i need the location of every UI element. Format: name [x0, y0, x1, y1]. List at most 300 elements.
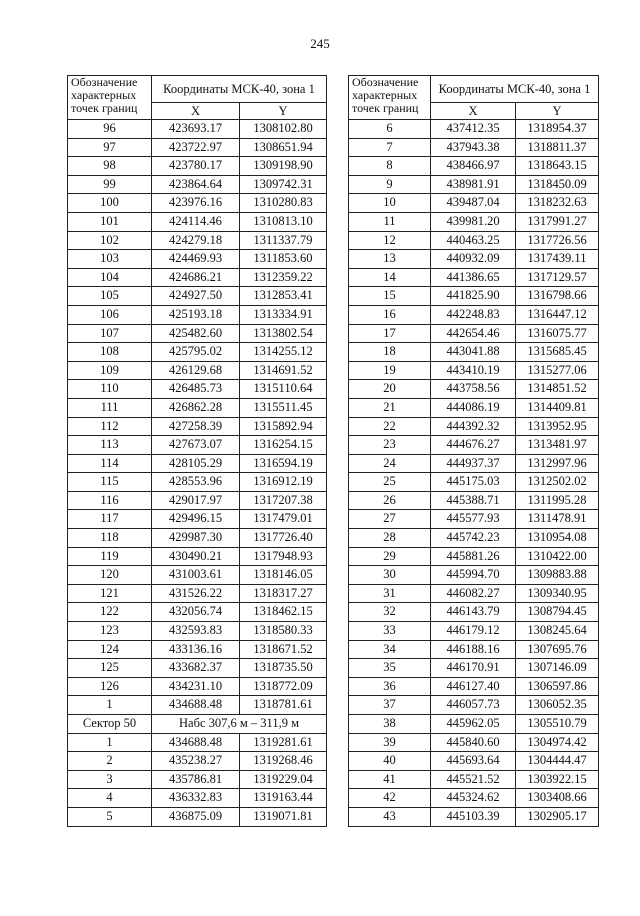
table-row [68, 324, 327, 343]
x-coordinate: 424469.93 [152, 250, 240, 269]
table-row [349, 807, 599, 826]
table-row [68, 380, 327, 399]
x-coordinate: 427673.07 [152, 436, 240, 455]
y-coordinate: 1314691.52 [240, 361, 327, 380]
page-number: 245 [310, 36, 330, 51]
x-coordinate: 444676.27 [431, 436, 516, 455]
table-row [68, 212, 327, 231]
table-row [349, 343, 599, 362]
x-coordinate: 432593.83 [152, 622, 240, 641]
coordinate-system-header: Координаты МСК-40, зона 1 [152, 76, 327, 103]
y-coordinate: 1314851.52 [516, 380, 599, 399]
y-coordinate: 1318450.09 [516, 175, 599, 194]
point-number: 119 [68, 547, 152, 566]
table-row [349, 603, 599, 622]
point-number: 117 [68, 510, 152, 529]
x-coordinate: 423722.97 [152, 138, 240, 157]
x-coordinate: 434688.48 [152, 733, 240, 752]
table-row [349, 138, 599, 157]
table-row [349, 361, 599, 380]
point-number: 33 [349, 622, 431, 641]
point-number: 23 [349, 436, 431, 455]
y-coordinate: 1316447.12 [516, 305, 599, 324]
y-coordinate: 1304974.42 [516, 733, 599, 752]
x-coordinate: 442654.46 [431, 324, 516, 343]
x-coordinate: 428553.96 [152, 473, 240, 492]
table-row [349, 659, 599, 678]
point-number: 11 [349, 212, 431, 231]
y-coordinate: 1313952.95 [516, 417, 599, 436]
y-coordinate: 1318317.27 [240, 584, 327, 603]
x-coordinate: 446170.91 [431, 659, 516, 678]
point-number: 18 [349, 343, 431, 362]
table-row [349, 566, 599, 585]
table-row [68, 677, 327, 696]
point-number: 97 [68, 138, 152, 157]
point-number: 42 [349, 789, 431, 808]
x-coordinate: 444392.32 [431, 417, 516, 436]
x-coordinate: 431526.22 [152, 584, 240, 603]
point-number: 6 [349, 120, 431, 139]
coordinate-system-header: Координаты МСК-40, зона 1 [431, 76, 599, 103]
y-coordinate: 1312997.96 [516, 454, 599, 473]
x-coordinate: 424927.50 [152, 287, 240, 306]
point-number: 125 [68, 659, 152, 678]
y-coordinate: 1312853.41 [240, 287, 327, 306]
x-coordinate: 445742.23 [431, 529, 516, 548]
table-row [68, 305, 327, 324]
point-number: 10 [349, 194, 431, 213]
y-coordinate: 1315110.64 [240, 380, 327, 399]
table-row [68, 566, 327, 585]
x-coordinate: 437943.38 [431, 138, 516, 157]
x-coordinate: 428105.29 [152, 454, 240, 473]
y-coordinate: 1318580.33 [240, 622, 327, 641]
point-number: 123 [68, 622, 152, 641]
table-row [68, 696, 327, 715]
y-coordinate: 1318735.50 [240, 659, 327, 678]
point-number: 21 [349, 398, 431, 417]
table-row [349, 752, 599, 771]
point-number: 30 [349, 566, 431, 585]
y-coordinate: 1310954.08 [516, 529, 599, 548]
table-row [68, 789, 327, 808]
y-coordinate: 1314409.81 [516, 398, 599, 417]
y-column-header: Y [240, 103, 327, 120]
y-coordinate: 1305510.79 [516, 715, 599, 734]
x-coordinate: 438981.91 [431, 175, 516, 194]
point-number: 124 [68, 640, 152, 659]
table-row [349, 584, 599, 603]
table-row [68, 268, 327, 287]
table-row [349, 120, 599, 139]
sector-height-range: Набс 307,6 м – 311,9 м [152, 715, 327, 734]
y-coordinate: 1318811.37 [516, 138, 599, 157]
point-label-header: Обозначение характерных точек границ [68, 76, 152, 120]
x-coordinate: 435786.81 [152, 770, 240, 789]
y-coordinate: 1317726.40 [240, 529, 327, 548]
point-number: 24 [349, 454, 431, 473]
table-row [349, 510, 599, 529]
point-number: 1 [68, 696, 152, 715]
y-coordinate: 1315892.94 [240, 417, 327, 436]
point-number: 8 [349, 157, 431, 176]
y-coordinate: 1313334.91 [240, 305, 327, 324]
point-number: 40 [349, 752, 431, 771]
x-coordinate: 443410.19 [431, 361, 516, 380]
point-number: 112 [68, 417, 152, 436]
y-coordinate: 1318954.37 [516, 120, 599, 139]
point-number: 28 [349, 529, 431, 548]
y-coordinate: 1309742.31 [240, 175, 327, 194]
x-coordinate: 434231.10 [152, 677, 240, 696]
y-coordinate: 1306597.86 [516, 677, 599, 696]
point-number: 39 [349, 733, 431, 752]
point-number: 116 [68, 491, 152, 510]
point-number: 20 [349, 380, 431, 399]
table-row [68, 622, 327, 641]
table-row [68, 752, 327, 771]
point-number: 104 [68, 268, 152, 287]
y-coordinate: 1311995.28 [516, 491, 599, 510]
y-coordinate: 1315511.45 [240, 398, 327, 417]
x-coordinate: 444937.37 [431, 454, 516, 473]
y-coordinate: 1319163.44 [240, 789, 327, 808]
x-coordinate: 426129.68 [152, 361, 240, 380]
x-coordinate: 441825.90 [431, 287, 516, 306]
point-number: 36 [349, 677, 431, 696]
sector-label: Сектор 50 [68, 715, 152, 734]
table-row [349, 324, 599, 343]
table-row [68, 510, 327, 529]
point-number: 98 [68, 157, 152, 176]
y-coordinate: 1311478.91 [516, 510, 599, 529]
x-coordinate: 441386.65 [431, 268, 516, 287]
y-coordinate: 1311853.60 [240, 250, 327, 269]
x-coordinate: 423864.64 [152, 175, 240, 194]
x-coordinate: 445577.93 [431, 510, 516, 529]
table-row [68, 491, 327, 510]
point-number: 126 [68, 677, 152, 696]
table-row [68, 603, 327, 622]
x-coordinate: 437412.35 [431, 120, 516, 139]
point-label-header: Обозначение характерных точек границ [349, 76, 431, 120]
table-row [349, 175, 599, 194]
table-row [68, 733, 327, 752]
x-coordinate: 424279.18 [152, 231, 240, 250]
x-coordinate: 446143.79 [431, 603, 516, 622]
y-coordinate: 1319281.61 [240, 733, 327, 752]
y-coordinate: 1313802.54 [240, 324, 327, 343]
point-number: 5 [68, 807, 152, 826]
y-coordinate: 1317991.27 [516, 212, 599, 231]
point-number: 96 [68, 120, 152, 139]
x-coordinate: 445840.60 [431, 733, 516, 752]
x-coordinate: 424686.21 [152, 268, 240, 287]
point-number: 32 [349, 603, 431, 622]
table-row [349, 417, 599, 436]
x-coordinate: 444086.19 [431, 398, 516, 417]
table-row [68, 343, 327, 362]
point-number: 115 [68, 473, 152, 492]
y-coordinate: 1315277.06 [516, 361, 599, 380]
table-row [68, 157, 327, 176]
x-coordinate: 440932.09 [431, 250, 516, 269]
x-coordinate: 445521.52 [431, 770, 516, 789]
point-number: 107 [68, 324, 152, 343]
table-row [68, 138, 327, 157]
point-number: 113 [68, 436, 152, 455]
table-row [349, 789, 599, 808]
y-coordinate: 1318772.09 [240, 677, 327, 696]
x-coordinate: 446057.73 [431, 696, 516, 715]
point-number: 108 [68, 343, 152, 362]
point-number: 34 [349, 640, 431, 659]
table-row [68, 175, 327, 194]
y-coordinate: 1318232.63 [516, 194, 599, 213]
table-row [68, 436, 327, 455]
y-coordinate: 1314255.12 [240, 343, 327, 362]
table-row [349, 287, 599, 306]
table-row [68, 640, 327, 659]
x-coordinate: 445962.05 [431, 715, 516, 734]
point-number: 35 [349, 659, 431, 678]
table-row [68, 547, 327, 566]
point-number: 9 [349, 175, 431, 194]
point-number: 19 [349, 361, 431, 380]
table-row [349, 622, 599, 641]
table-row [349, 212, 599, 231]
y-coordinate: 1316798.66 [516, 287, 599, 306]
table-row [68, 194, 327, 213]
table-row [68, 231, 327, 250]
y-coordinate: 1318462.15 [240, 603, 327, 622]
x-coordinate: 427258.39 [152, 417, 240, 436]
x-coordinate: 445994.70 [431, 566, 516, 585]
left-coordinates-table [67, 75, 327, 827]
y-coordinate: 1319268.46 [240, 752, 327, 771]
point-number: 111 [68, 398, 152, 417]
x-coordinate: 431003.61 [152, 566, 240, 585]
table-row [349, 547, 599, 566]
y-coordinate: 1310422.00 [516, 547, 599, 566]
x-coordinate: 446082.27 [431, 584, 516, 603]
y-coordinate: 1315685.45 [516, 343, 599, 362]
table-row [349, 305, 599, 324]
table-row [68, 417, 327, 436]
point-number: 37 [349, 696, 431, 715]
point-number: 109 [68, 361, 152, 380]
y-coordinate: 1307146.09 [516, 659, 599, 678]
y-coordinate: 1308794.45 [516, 603, 599, 622]
y-coordinate: 1313481.97 [516, 436, 599, 455]
point-number: 26 [349, 491, 431, 510]
point-number: 43 [349, 807, 431, 826]
y-coordinate: 1308102.80 [240, 120, 327, 139]
table-row [349, 194, 599, 213]
y-coordinate: 1302905.17 [516, 807, 599, 826]
table-row [349, 380, 599, 399]
table-row [349, 640, 599, 659]
x-column-header: X [152, 103, 240, 120]
x-coordinate: 436875.09 [152, 807, 240, 826]
x-coordinate: 445881.26 [431, 547, 516, 566]
table-row [68, 361, 327, 380]
right-coordinates-table [348, 75, 599, 827]
x-coordinate: 445324.62 [431, 789, 516, 808]
y-coordinate: 1312502.02 [516, 473, 599, 492]
x-coordinate: 439487.04 [431, 194, 516, 213]
x-coordinate: 423693.17 [152, 120, 240, 139]
x-coordinate: 423976.16 [152, 194, 240, 213]
y-coordinate: 1316594.19 [240, 454, 327, 473]
point-number: 16 [349, 305, 431, 324]
point-number: 103 [68, 250, 152, 269]
table-row [349, 715, 599, 734]
table-row [349, 157, 599, 176]
point-number: 17 [349, 324, 431, 343]
x-coordinate: 446179.12 [431, 622, 516, 641]
y-column-header: Y [516, 103, 599, 120]
y-coordinate: 1309198.90 [240, 157, 327, 176]
point-number: 114 [68, 454, 152, 473]
x-coordinate: 446188.16 [431, 640, 516, 659]
table-row [349, 231, 599, 250]
point-number: 13 [349, 250, 431, 269]
x-coordinate: 442248.83 [431, 305, 516, 324]
x-coordinate: 440463.25 [431, 231, 516, 250]
point-number: 7 [349, 138, 431, 157]
table-row [68, 473, 327, 492]
table-row [68, 120, 327, 139]
table-row [68, 529, 327, 548]
y-coordinate: 1312359.22 [240, 268, 327, 287]
y-coordinate: 1318671.52 [240, 640, 327, 659]
table-row [349, 529, 599, 548]
table-row [349, 770, 599, 789]
table-row [68, 584, 327, 603]
point-number: 101 [68, 212, 152, 231]
x-coordinate: 445693.64 [431, 752, 516, 771]
y-coordinate: 1308651.94 [240, 138, 327, 157]
sector-row [68, 715, 327, 734]
table-row [349, 473, 599, 492]
x-coordinate: 439981.20 [431, 212, 516, 231]
y-coordinate: 1317726.56 [516, 231, 599, 250]
x-coordinate: 429496.15 [152, 510, 240, 529]
point-number: 4 [68, 789, 152, 808]
point-number: 105 [68, 287, 152, 306]
y-coordinate: 1319229.04 [240, 770, 327, 789]
point-number: 120 [68, 566, 152, 585]
table-row [68, 659, 327, 678]
x-coordinate: 429017.97 [152, 491, 240, 510]
point-number: 2 [68, 752, 152, 771]
y-coordinate: 1317479.01 [240, 510, 327, 529]
y-coordinate: 1317129.57 [516, 268, 599, 287]
x-coordinate: 445103.39 [431, 807, 516, 826]
table-row [68, 770, 327, 789]
y-coordinate: 1309340.95 [516, 584, 599, 603]
point-number: 102 [68, 231, 152, 250]
point-number: 122 [68, 603, 152, 622]
y-coordinate: 1316075.77 [516, 324, 599, 343]
y-coordinate: 1309883.88 [516, 566, 599, 585]
x-coordinate: 433136.16 [152, 640, 240, 659]
x-coordinate: 426485.73 [152, 380, 240, 399]
y-coordinate: 1317948.93 [240, 547, 327, 566]
table-row [349, 436, 599, 455]
point-number: 12 [349, 231, 431, 250]
x-coordinate: 445175.03 [431, 473, 516, 492]
x-coordinate: 434688.48 [152, 696, 240, 715]
x-coordinate: 425482.60 [152, 324, 240, 343]
table-row [68, 807, 327, 826]
point-number: 3 [68, 770, 152, 789]
x-coordinate: 443758.56 [431, 380, 516, 399]
x-coordinate: 424114.46 [152, 212, 240, 231]
y-coordinate: 1310280.83 [240, 194, 327, 213]
table-row [349, 696, 599, 715]
table-row [349, 250, 599, 269]
table-row [68, 287, 327, 306]
table-row [349, 398, 599, 417]
table-row [349, 491, 599, 510]
table-row [349, 733, 599, 752]
x-coordinate: 426862.28 [152, 398, 240, 417]
y-coordinate: 1316254.15 [240, 436, 327, 455]
x-column-header: X [431, 103, 516, 120]
table-row [68, 454, 327, 473]
point-number: 14 [349, 268, 431, 287]
y-coordinate: 1316912.19 [240, 473, 327, 492]
x-coordinate: 435238.27 [152, 752, 240, 771]
point-number: 118 [68, 529, 152, 548]
y-coordinate: 1311337.79 [240, 231, 327, 250]
table-row [349, 268, 599, 287]
x-coordinate: 446127.40 [431, 677, 516, 696]
point-number: 31 [349, 584, 431, 603]
point-number: 22 [349, 417, 431, 436]
point-number: 106 [68, 305, 152, 324]
y-coordinate: 1304444.47 [516, 752, 599, 771]
point-number: 27 [349, 510, 431, 529]
x-coordinate: 425795.02 [152, 343, 240, 362]
point-number: 41 [349, 770, 431, 789]
point-number: 38 [349, 715, 431, 734]
point-number: 29 [349, 547, 431, 566]
x-coordinate: 432056.74 [152, 603, 240, 622]
y-coordinate: 1303922.15 [516, 770, 599, 789]
point-number: 99 [68, 175, 152, 194]
y-coordinate: 1319071.81 [240, 807, 327, 826]
y-coordinate: 1318781.61 [240, 696, 327, 715]
y-coordinate: 1317207.38 [240, 491, 327, 510]
x-coordinate: 436332.83 [152, 789, 240, 808]
x-coordinate: 433682.37 [152, 659, 240, 678]
point-number: 25 [349, 473, 431, 492]
y-coordinate: 1303408.66 [516, 789, 599, 808]
point-number: 100 [68, 194, 152, 213]
x-coordinate: 425193.18 [152, 305, 240, 324]
y-coordinate: 1310813.10 [240, 212, 327, 231]
x-coordinate: 438466.97 [431, 157, 516, 176]
table-row [68, 250, 327, 269]
y-coordinate: 1318643.15 [516, 157, 599, 176]
table-row [349, 677, 599, 696]
x-coordinate: 430490.21 [152, 547, 240, 566]
y-coordinate: 1318146.05 [240, 566, 327, 585]
